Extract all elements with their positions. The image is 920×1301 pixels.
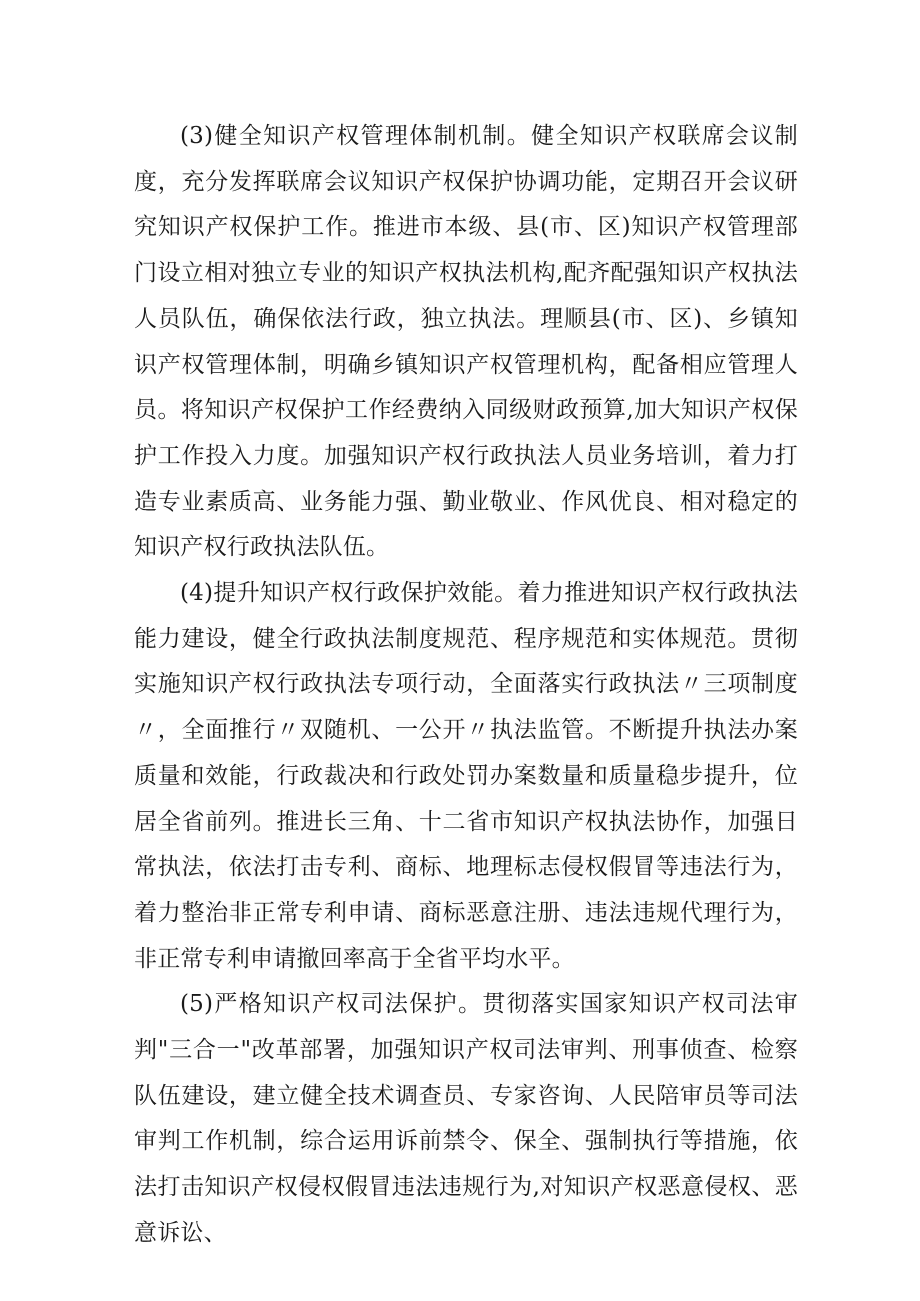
paragraph-ip-judicial-protection: (5)严格知识产权司法保护。贯彻落实国家知识产权司法审判"三合一"改革部署，加强知识产权司法审判、刑事侦查、检察队伍建设，建立健全技术调查员、专家咨询、人民陪审员等司法审判工作机制，综合运用诉前禁令、保全、强制执行等措施，依法打击知识产权侵权假冒违法违规行为,对知识产权恶意侵权、恶意诉讼、 [134, 991, 798, 1246]
paragraph-ip-administrative-protection: (4)提升知识产权行政保护效能。着力推进知识产权行政执法能力建设，健全行政执法制度规范、程序规范和实体规范。贯彻实施知识产权行政执法专项行动，全面落实行政执法〃三项制度〃，全面推行〃双随机、一公开〃执法监管。不断提升执法办案质量和效能，行政裁决和行政处罚办案数量和质量稳步提升，位居全省前列。推进长三角、十二省市知识产权执法协作，加强日常执法，依法打击专利、商标、地理标志侵权假冒等违法行为，着力整治非正常专利申请、商标恶意注册、违法违规代理行为，非正常专利申请撤回率高于全省平均水平。 [134, 580, 798, 972]
document-page [134, 114, 798, 1257]
paragraph-ip-management-system: (3)健全知识产权管理体制机制。健全知识产权联席会议制度，充分发挥联席会议知识产权保护协调功能，定期召开会议研究知识产权保护工作。推进市本级、县(市、区)知识产权管理部门设立相对独立专业的知识产权执法机构,配齐配强知识产权执法人员队伍，确保依法行政，独立执法。理顺县(市、区)、乡镇知识产权管理体制，明确乡镇知识产权管理机构，配备相应管理人员。将知识产权保护工作经费纳入同级财政预算,加大知识产权保护工作投入力度。加强知识产权行政执法人员业务培训，着力打造专业素质高、业务能力强、勤业敬业、作风优良、相对稳定的知识产权行政执法队伍。 [134, 123, 798, 561]
